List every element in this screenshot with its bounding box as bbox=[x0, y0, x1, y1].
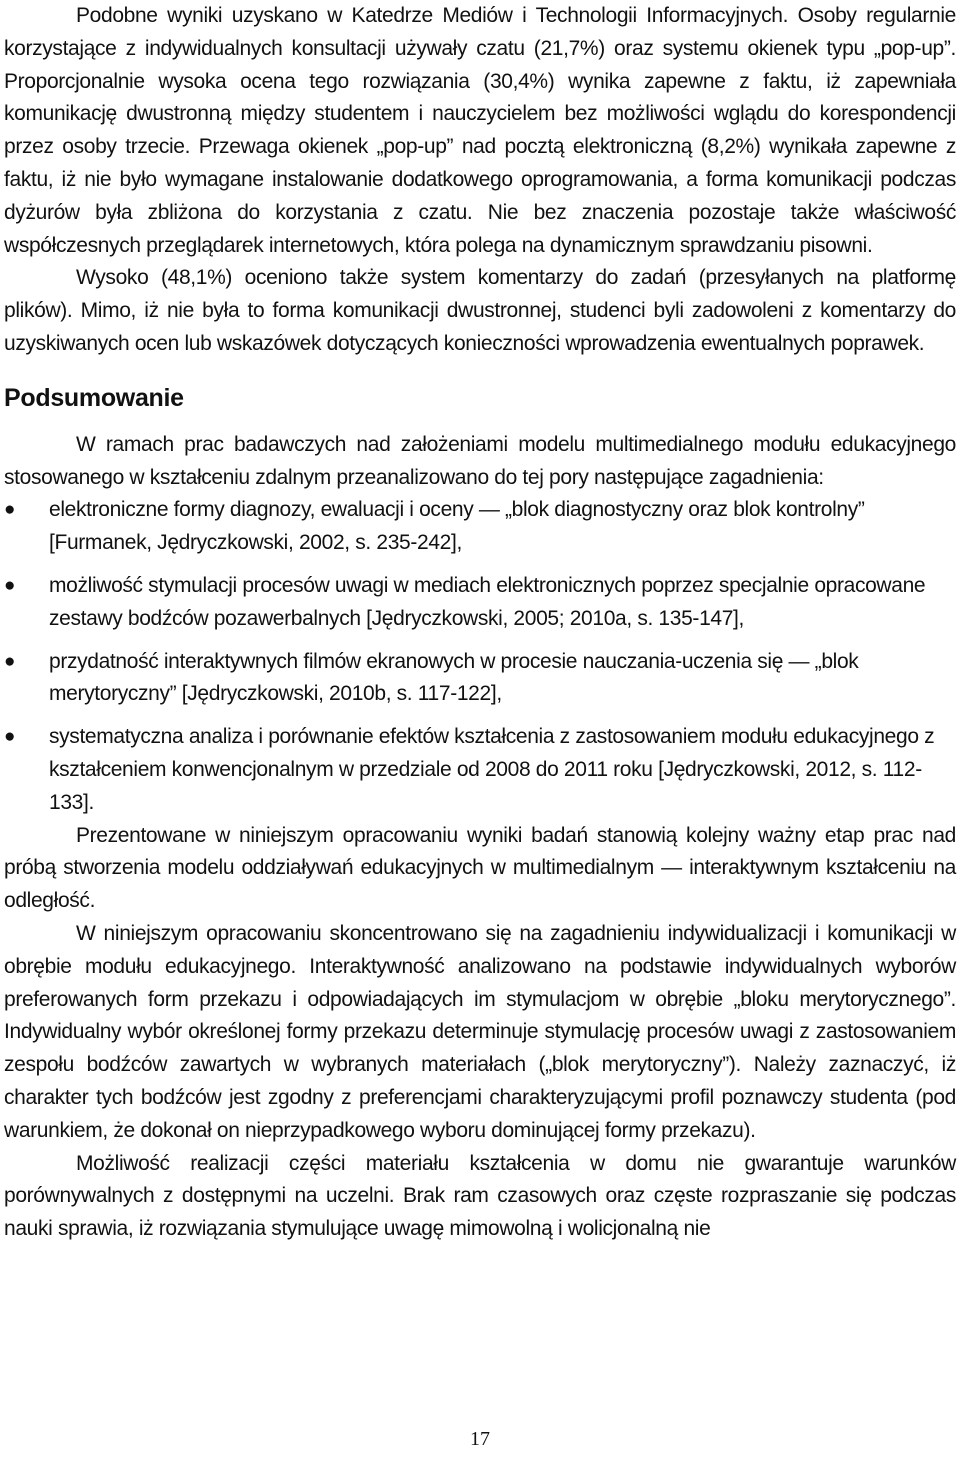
bullet-list bbox=[4, 494, 956, 819]
document-page bbox=[4, 0, 956, 1246]
paragraph-individualization: W niniejszym opracowaniu skoncentrowano się na zagadnieniu indywidualizacji i komunikacji w obrębie modułu edukacyjnego. Interaktywność analizowano na podstawie indywidualnych wyborów preferowanych form przekazu i odpowiadających im stymulacjom w obrębie „bloku merytorycznego”. Indywidualny wybór określonej formy przekazu determinuje stymulację procesów uwagi z zastosowaniem zespołu bodźców zawartych w wybranych materiałach („blok merytoryczny”). Należy zaznaczyć, iż charakter tych bodźców jest zgodny z preferencjami charakteryzującymi profil poznawczy studenta (pod warunkiem, że dokonał on nieprzypadkowego wyboru dominującej formy przekazu). bbox=[4, 921, 956, 1142]
paragraph-communication-results: Podobne wyniki uzyskano w Katedrze Mediów i Technologii Informacyjnych. Osoby regularnie korzystające z indywidualnych konsultacji używały czatu (21,7%) oraz systemu okienek typu „pop-up”. Proporcjonalnie wysoka ocena tego rozwiązania (30,4%) wynika zapewne z faktu, iż zapewniała komunikację dwustronną między studentem i nauczycielem bez możliwości wglądu do korespondencji przez osoby trzecie. Przewaga okienek „pop-up” nad pocztą elektroniczną (8,2%) wynikała zapewne z faktu, iż nie było wymagane instalowanie dodatkowego oprogramowania, a forma komunikacji podczas dyżurów była zbliżona do korzystania z czatu. Nie bez znaczenia pozostaje także właściwość współczesnych przeglądarek internetowych, która polega na dynamicznym sprawdzaniu pisowni. bbox=[4, 4, 956, 257]
section-heading: Podsumowanie bbox=[4, 383, 184, 412]
list-item bbox=[4, 721, 956, 819]
bullet-icon: ● bbox=[4, 650, 16, 672]
section-intro: W ramach prac badawczych nad założeniami modelu multimedialnego modułu edukacyjnego stosowanego w kształceniu zdalnym przeanalizowano do tej pory następujące zagadnienia: bbox=[4, 432, 956, 489]
list-item-text: elektroniczne formy diagnozy, ewaluacji i oceny — „blok diagnostyczny oraz blok kontrolny” [Furmanek, Jędryczkowski, 2002, s. 235-242], bbox=[49, 498, 865, 555]
paragraph-research-stage: Prezentowane w niniejszym opracowaniu wyniki badań stanowią kolejny ważny etap prac nad próbą stworzenia modelu oddziaływań edukacyjnych w multimedialnym — interaktywnym kształceniu na odległość. bbox=[4, 823, 956, 913]
list-item-text: przydatność interaktywnych filmów ekranowych w procesie nauczania-uczenia się — „blok merytoryczny” [Jędryczkowski, 2010b, s. 117-122], bbox=[49, 649, 859, 706]
list-item bbox=[4, 646, 956, 712]
bullet-icon: ● bbox=[4, 574, 16, 596]
bullet-icon: ● bbox=[4, 726, 16, 748]
page-number: 17 bbox=[470, 1428, 490, 1450]
list-item bbox=[4, 494, 956, 560]
list-item-text: systematyczna analiza i porównanie efektów kształcenia z zastosowaniem modułu edukacyjnego z kształceniem konwencjonalnym w przedziale od 2008 do 2011 roku [Jędryczkowski, 2012, s. 112-133]. bbox=[49, 725, 935, 814]
bullet-icon: ● bbox=[4, 499, 16, 521]
paragraph-home-learning: Możliwość realizacji części materiału kształcenia w domu nie gwarantuje warunków porównywalnych z dostępnymi na uczelni. Brak ram czasowych oraz częste rozpraszanie się podczas nauki sprawia, iż rozwiązania stymulujące uwagę mimowolną i wolicjonalną nie bbox=[4, 1151, 956, 1241]
list-item-text: możliwość stymulacji procesów uwagi w mediach elektronicznych poprzez specjalnie opracowane zestawy bodźców pozawerbalnych [Jędryczkowski, 2005; 2010a, s. 135-147], bbox=[49, 573, 926, 630]
paragraph-comments-system: Wysoko (48,1%) oceniono także system komentarzy do zadań (przesyłanych na platformę plików). Mimo, iż nie była to forma komunikacji dwustronnej, studenci byli zadowoleni z komentarzy do uzyskiwanych ocen lub wskazówek dotyczących konieczności wprowadzenia ewentualnych poprawek. bbox=[4, 266, 956, 355]
list-item bbox=[4, 570, 956, 636]
